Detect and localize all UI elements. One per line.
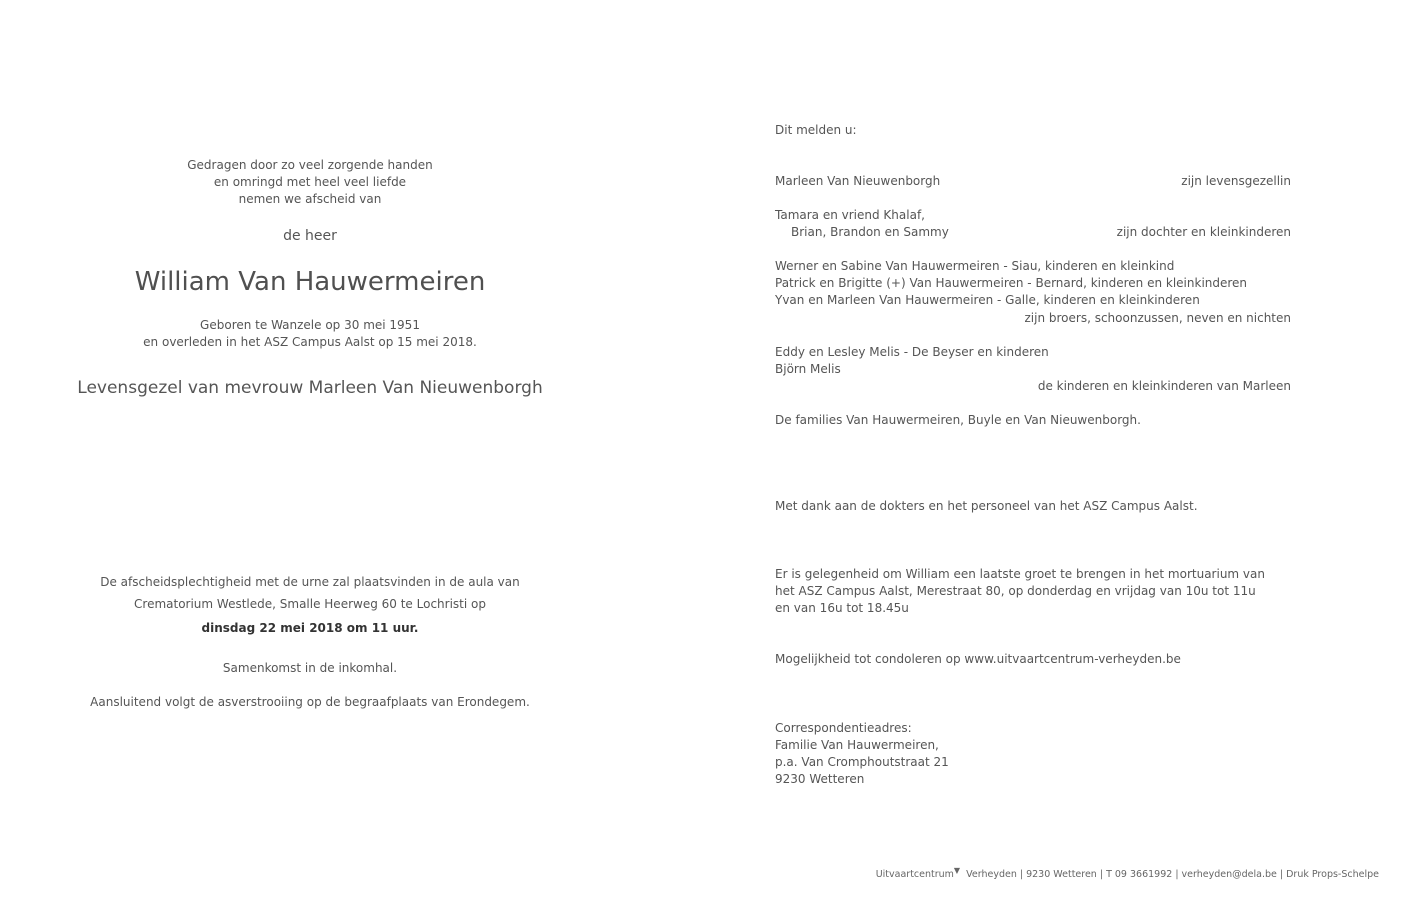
- condolence-line: Mogelijkheid tot condoleren op www.uitvaartcentrum-verheyden.be: [775, 652, 1181, 666]
- triangle-mark-icon: ▼: [953, 866, 961, 875]
- salutation: de heer: [283, 228, 337, 244]
- death-line: en overleden in het ASZ Campus Aalst op 15 mei 2018.: [143, 335, 477, 349]
- ceremony-line-1: De afscheidsplechtigheid met de urne zal plaatsvinden in de aula van: [100, 575, 520, 589]
- relative-name: Patrick en Brigitte (+) Van Hauwermeiren - Bernard, kinderen en kleinkinderen: [775, 276, 1248, 290]
- footer-details: Verheyden | 9230 Wetteren | T 09 3661992 | verheyden@dela.be | Druk Props-Schelpe: [966, 869, 1379, 880]
- ceremony-date: dinsdag 22 mei 2018 om 11 uur.: [201, 621, 419, 635]
- relative-name: Eddy en Lesley Melis - De Beyser en kinderen: [775, 345, 1049, 359]
- footer-brand: Uitvaartcentrum: [875, 869, 954, 880]
- address-line-2: Familie Van Hauwermeiren,: [775, 738, 939, 752]
- visit-line-2: het ASZ Campus Aalst, Merestraat 80, op donderdag en vrijdag van 10u tot 11u: [775, 584, 1256, 598]
- relative-name: Yvan en Marleen Van Hauwermeiren - Galle, kinderen en kleinkinderen: [775, 293, 1200, 307]
- relative-name: Björn Melis: [775, 362, 841, 376]
- intro-line-2: en omringd met heel veel liefde: [213, 175, 407, 189]
- deceased-name: William Van Hauwermeiren: [134, 267, 486, 297]
- relative-name: Brian, Brandon en Sammy: [791, 225, 949, 239]
- address-line-4: 9230 Wetteren: [775, 772, 865, 786]
- gathering-line: Samenkomst in de inkomhal.: [222, 661, 398, 675]
- address-line-1: Correspondentieadres:: [775, 721, 912, 735]
- thanks-line: Met dank aan de dokters en het personeel van het ASZ Campus Aalst.: [775, 499, 1198, 513]
- relative-name: Tamara en vriend Khalaf,: [775, 208, 925, 222]
- scattering-line: Aansluitend volgt de asverstrooiing op de begraafplaats van Erondegem.: [90, 695, 530, 709]
- intro-line-3: nemen we afscheid van: [238, 192, 382, 206]
- address-line-3: p.a. Van Cromphoutstraat 21: [775, 755, 949, 769]
- relation-label: zijn levensgezellin: [1181, 174, 1291, 188]
- intro-line-1: Gedragen door zo veel zorgende handen: [187, 158, 433, 172]
- visit-line-3: en van 16u tot 18.45u: [775, 601, 909, 615]
- relative-name: Werner en Sabine Van Hauwermeiren - Siau, kinderen en kleinkind: [775, 259, 1175, 273]
- printer-footer: [876, 866, 1379, 883]
- ceremony-line-2: Crematorium Westlede, Smalle Heerweg 60 te Lochristi op: [134, 597, 486, 611]
- families-line: De families Van Hauwermeiren, Buyle en Van Nieuwenborgh.: [775, 413, 1141, 427]
- relative-name: Marleen Van Nieuwenborgh: [775, 174, 941, 188]
- birth-line: Geboren te Wanzele op 30 mei 1951: [200, 318, 420, 332]
- relation-label: zijn broers, schoonzussen, neven en nichten: [1024, 311, 1291, 325]
- relation-label: de kinderen en kleinkinderen van Marleen: [1037, 379, 1291, 393]
- relation-label: zijn dochter en kleinkinderen: [1116, 225, 1291, 239]
- partner-line: Levensgezel van mevrouw Marleen Van Nieuwenborgh: [77, 378, 543, 398]
- announcement-header: Dit melden u:: [775, 123, 857, 137]
- visit-line-1: Er is gelegenheid om William een laatste groet te brengen in het mortuarium van: [775, 567, 1265, 581]
